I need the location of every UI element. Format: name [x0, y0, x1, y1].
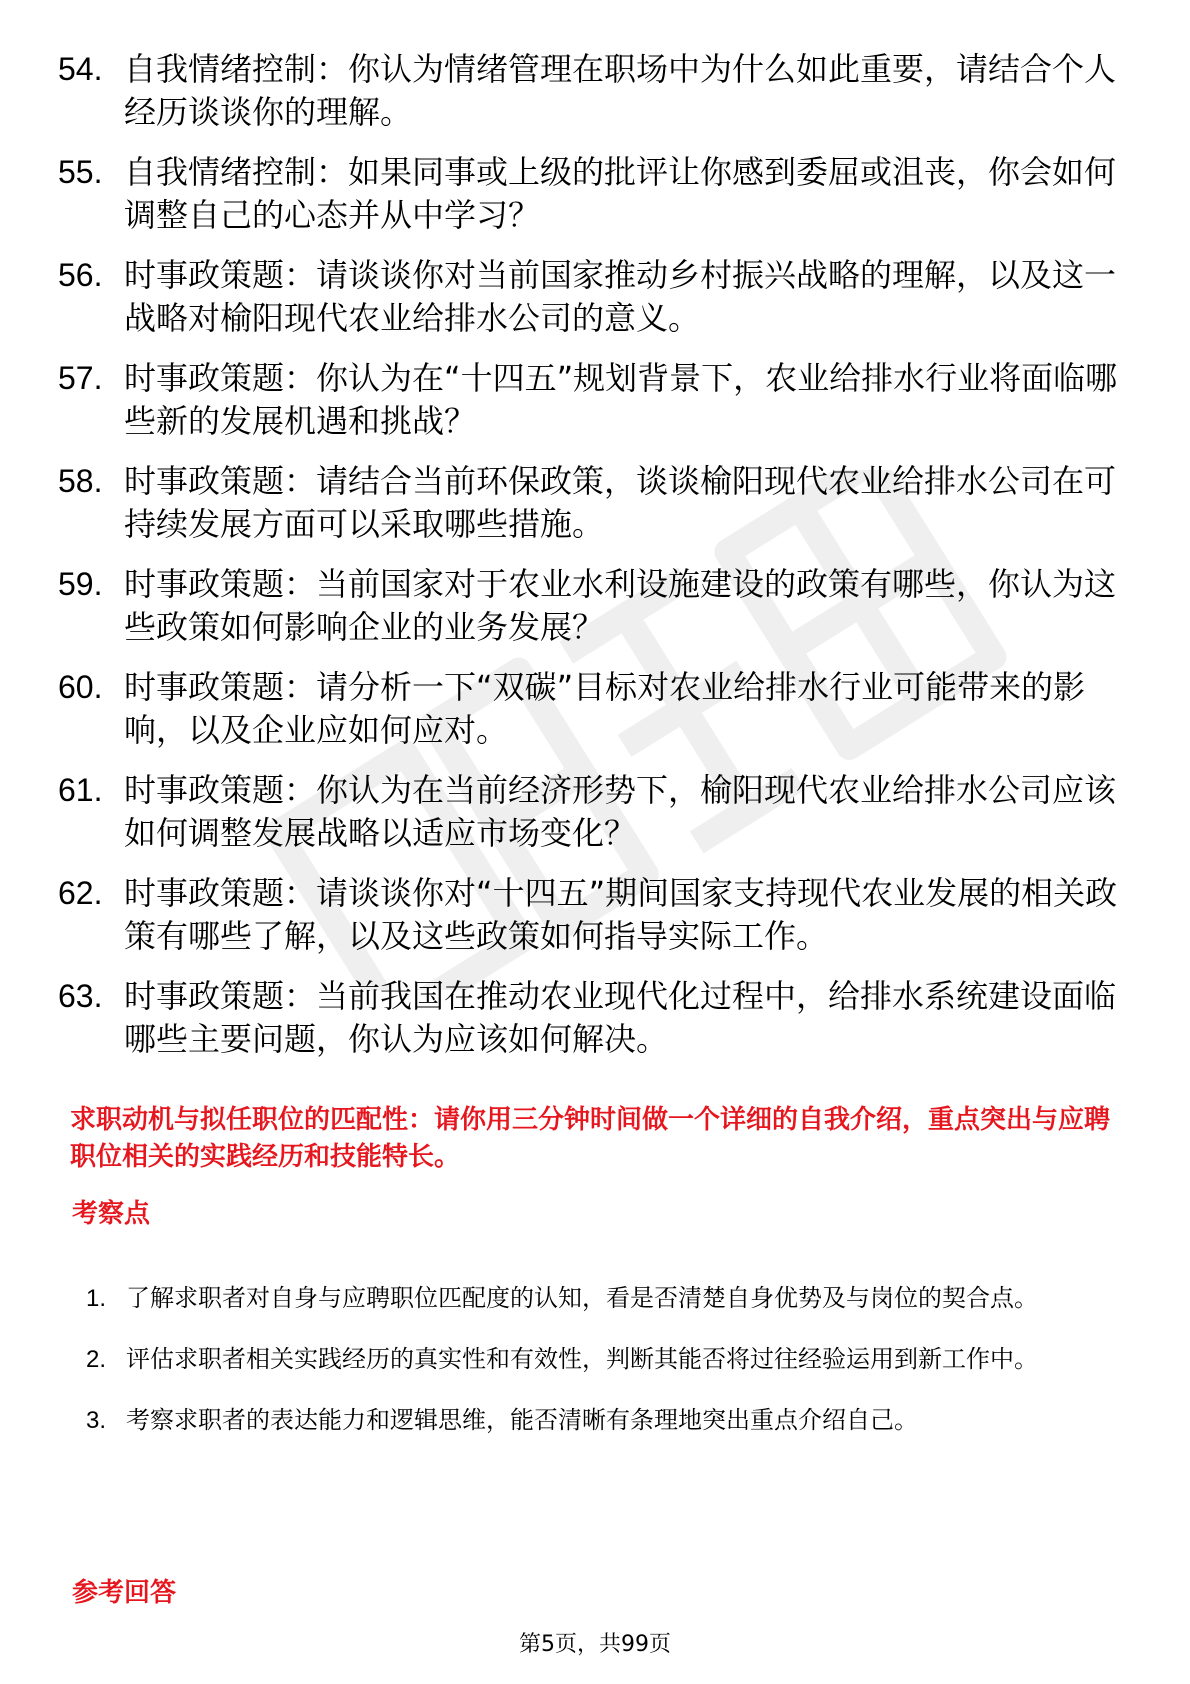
question-item — [58, 254, 1118, 340]
question-number: 61. — [58, 772, 103, 808]
question-text: 自我情绪控制：如果同事或上级的批评让你感到委屈或沮丧，你会如何调整自己的心态并从中学习？ — [124, 153, 1117, 234]
question-text: 时事政策题：请谈谈你对“十四五”期间国家支持现代农业发展的相关政策有哪些了解，以及这些政策如何指导实际工作。 — [124, 874, 1118, 955]
point-item — [86, 1268, 1126, 1329]
answer-section-title: 参考回答 — [72, 1578, 177, 1608]
question-item — [58, 975, 1118, 1061]
question-number: 57. — [58, 360, 103, 396]
point-number: 1. — [86, 1285, 107, 1312]
question-number: 56. — [58, 257, 103, 293]
question-number: 63. — [58, 978, 103, 1014]
question-list — [58, 48, 1118, 1078]
question-item — [58, 151, 1118, 237]
question-text: 时事政策题：你认为在当前经济形势下，榆阳现代农业给排水公司应该如何调整发展战略以适应市场变化？ — [124, 771, 1117, 852]
question-number: 62. — [58, 875, 103, 911]
point-number: 3. — [86, 1407, 107, 1434]
question-item — [58, 460, 1118, 546]
question-number: 59. — [58, 566, 103, 602]
question-number: 55. — [58, 154, 103, 190]
question-text: 时事政策题：当前国家对于农业水利设施建设的政策有哪些，你认为这些政策如何影响企业的业务发展？ — [124, 565, 1117, 646]
question-text: 自我情绪控制：你认为情绪管理在职场中为什么如此重要，请结合个人经历谈谈你的理解。 — [124, 50, 1117, 131]
point-text: 了解求职者对自身与应聘职位匹配度的认知，看是否清楚自身优势及与岗位的契合点。 — [126, 1284, 1038, 1312]
question-number: 58. — [58, 463, 103, 499]
question-number: 54. — [58, 51, 103, 87]
question-number: 60. — [58, 669, 103, 705]
point-text: 考察求职者的表达能力和逻辑思维，能否清晰有条理地突出重点介绍自己。 — [126, 1406, 918, 1434]
point-number: 2. — [86, 1346, 107, 1373]
point-item — [86, 1390, 1126, 1451]
question-item — [58, 872, 1118, 958]
page-footer: 第5页，共99页 — [519, 1632, 671, 1657]
point-item — [86, 1329, 1126, 1390]
question-text: 时事政策题：当前我国在推动农业现代化过程中，给排水系统建设面临哪些主要问题，你认为应该如何解决。 — [124, 977, 1117, 1058]
points-list — [86, 1268, 1126, 1451]
question-item — [58, 769, 1118, 855]
points-section-title: 考察点 — [72, 1199, 151, 1229]
featured-question-heading: 求职动机与拟任职位的匹配性：请你用三分钟时间做一个详细的自我介绍，重点突出与应聘职位相关的实践经历和技能特长。 — [70, 1105, 1111, 1172]
question-text: 时事政策题：请谈谈你对当前国家推动乡村振兴战略的理解，以及这一战略对榆阳现代农业给排水公司的意义。 — [124, 256, 1117, 337]
question-item — [58, 563, 1118, 649]
question-text: 时事政策题：你认为在“十四五”规划背景下，农业给排水行业将面临哪些新的发展机遇和挑战？ — [124, 359, 1118, 440]
question-item — [58, 48, 1118, 134]
question-item — [58, 357, 1118, 443]
question-item — [58, 666, 1118, 752]
question-text: 时事政策题：请分析一下“双碳”目标对农业给排水行业可能带来的影响，以及企业应如何应对。 — [124, 668, 1086, 749]
point-text: 评估求职者相关实践经历的真实性和有效性，判断其能否将过往经验运用到新工作中。 — [126, 1345, 1038, 1373]
question-text: 时事政策题：请结合当前环保政策，谈谈榆阳现代农业给排水公司在可持续发展方面可以采取哪些措施。 — [124, 462, 1117, 543]
